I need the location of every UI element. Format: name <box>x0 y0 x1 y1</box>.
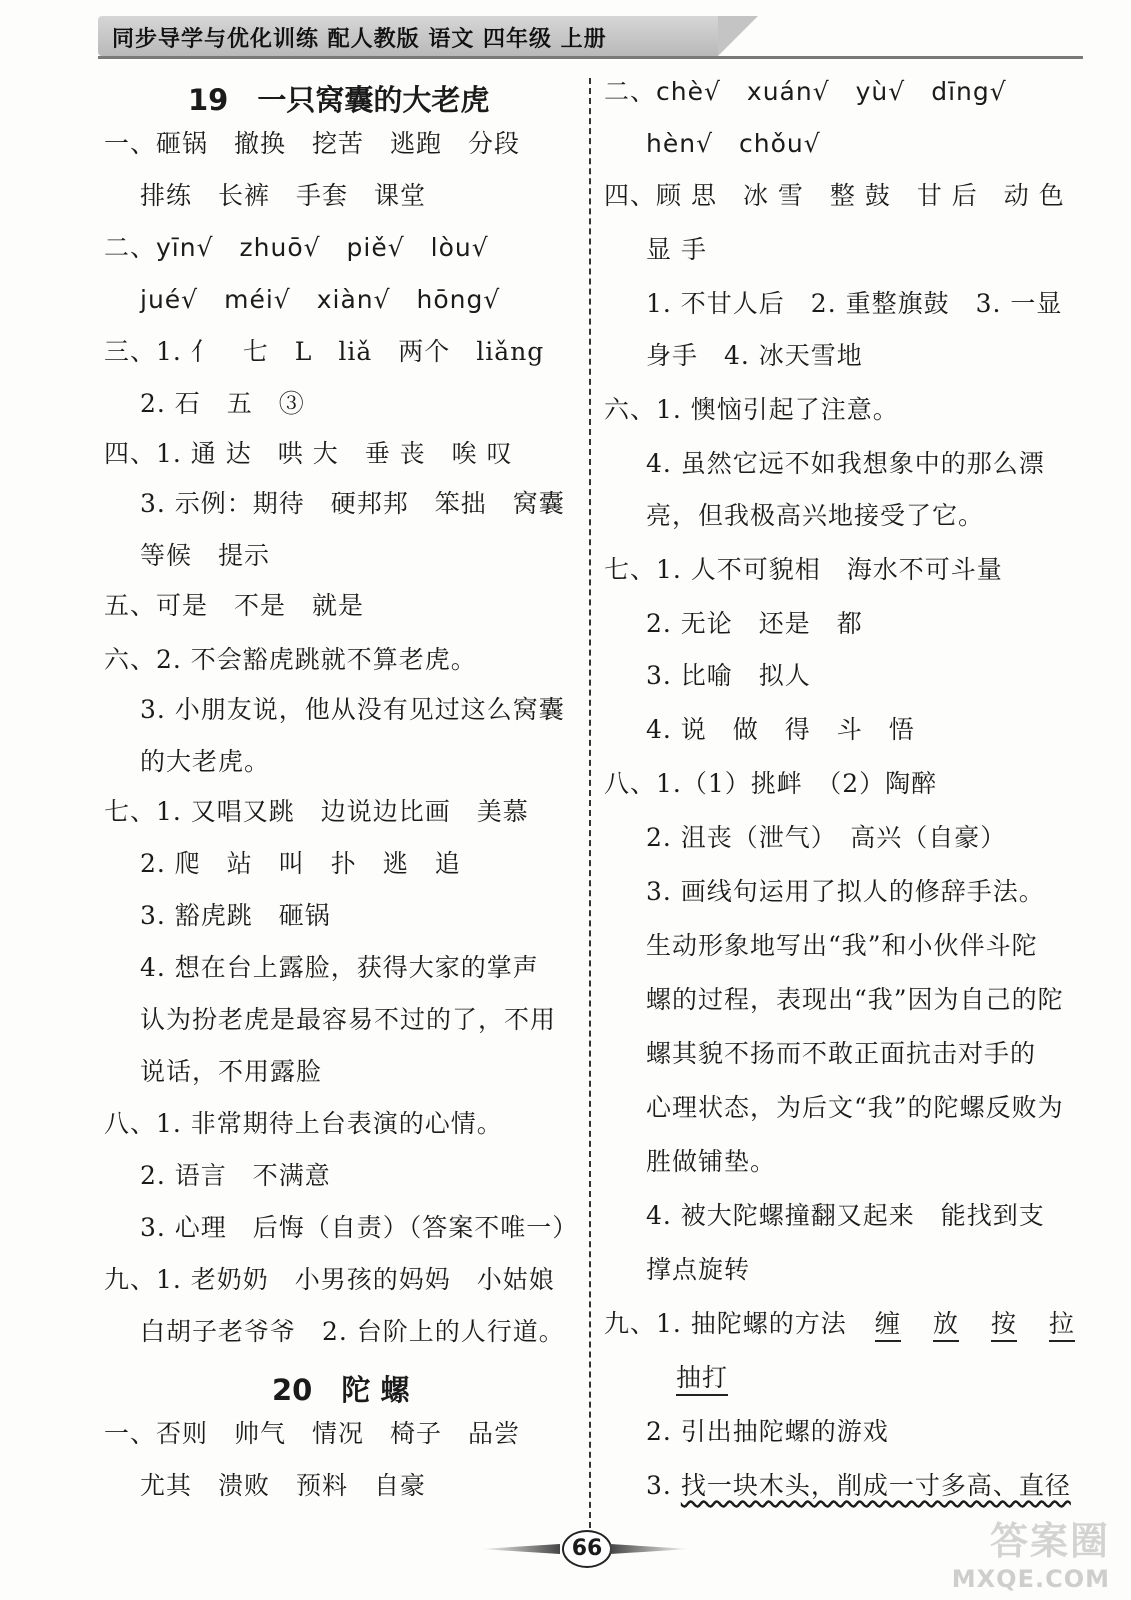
answer-line: 二、yīn√ zhuō√ piě√ lòu√ <box>104 233 489 262</box>
answer-line: 4. 被大陀螺撞翻又起来 能找到支 <box>646 1201 1045 1230</box>
answer-line: 说话，不用露脸 <box>140 1057 323 1086</box>
answer-line <box>604 1308 1075 1340</box>
lesson-20-title: 20 陀 螺 <box>272 1373 410 1407</box>
answer-line: 3. 小朋友说，他从没有见过这么窝囊 <box>140 695 565 724</box>
answer-line: 2. 石 五 ③ <box>140 389 305 418</box>
answer-line: 胜做铺垫。 <box>646 1147 777 1176</box>
answer-text: 3. <box>646 1471 681 1500</box>
underlined-word: 拉 <box>1049 1309 1075 1342</box>
answer-line: 五、可是 不是 就是 <box>104 591 365 620</box>
answer-line: 4. 说 做 得 斗 悟 <box>646 715 915 744</box>
answer-line: 2. 语言 不满意 <box>140 1161 331 1190</box>
page-footer <box>480 1530 690 1570</box>
book-title: 同步导学与优化训练 配人教版 语文 四年级 上册 <box>112 26 607 52</box>
footer-wing-right <box>610 1544 690 1554</box>
answer-line: 身手 4. 冰天雪地 <box>646 341 863 370</box>
underlined-word: 按 <box>991 1309 1017 1342</box>
answer-line: 六、1. 懊恼引起了注意。 <box>604 395 899 424</box>
answer-line: 二、chè√ xuán√ yù√ dīng√ <box>604 77 1007 106</box>
answer-line: 3. 心理 后悔（自责）（答案不唯一） <box>140 1213 579 1242</box>
answer-line: 2. 引出抽陀螺的游戏 <box>646 1417 889 1446</box>
answer-line: 尤其 溃败 预料 自豪 <box>140 1471 427 1500</box>
answer-line: 2. 爬 站 叫 扑 逃 追 <box>140 849 461 878</box>
answer-line: 2. 沮丧（泄气） 高兴（自豪） <box>646 823 1007 852</box>
answer-line: 螺其貌不扬而不敢正面抗击对手的 <box>646 1039 1037 1068</box>
page-header <box>0 0 1131 64</box>
watermark-logo-text: 答案圈 <box>989 1519 1110 1563</box>
answer-line: 七、1. 又唱又跳 边说边比画 美慕 <box>104 797 529 826</box>
lesson-19-title: 19 一只窝囊的大老虎 <box>188 83 490 117</box>
page-number: 66 <box>562 1530 612 1568</box>
answer-line: 心理状态，为后文“我”的陀螺反败为 <box>646 1093 1064 1122</box>
answer-line: 2. 无论 还是 都 <box>646 609 863 638</box>
column-divider <box>589 78 591 1538</box>
underlined-word: 放 <box>933 1309 959 1342</box>
answer-line: 3. 比喻 拟人 <box>646 661 811 690</box>
answer-text: 九、1. 抽陀螺的方法 <box>604 1309 847 1338</box>
answer-line: 九、1. 老奶奶 小男孩的妈妈 小姑娘 <box>104 1265 555 1294</box>
underlined-word: 抽打 <box>676 1363 728 1396</box>
answer-line: 白胡子老爷爷 2. 台阶上的人行道。 <box>140 1317 565 1346</box>
answer-line: 三、1. 亻 七 L liǎ 两个 liǎng <box>104 337 545 366</box>
answer-line: 4. 想在台上露脸，获得大家的掌声 <box>140 953 539 982</box>
answer-line: 4. 虽然它远不如我想象中的那么漂 <box>646 449 1045 478</box>
answer-line: 等候 提示 <box>140 541 271 570</box>
answer-line: 亮，但我极高兴地接受了它。 <box>646 501 985 530</box>
answer-line: 螺的过程，表现出“我”因为自己的陀 <box>646 985 1064 1014</box>
header-rule <box>98 56 1083 59</box>
answer-line: 一、砸锅 撤换 挖苦 逃跑 分段 <box>104 129 521 158</box>
footer-wing-left <box>480 1544 560 1554</box>
answer-line: hèn√ chǒu√ <box>646 129 821 158</box>
answer-line: 四、顾 思 冰 雪 整 鼓 甘 后 动 色 <box>604 181 1065 210</box>
answer-line: 显 手 <box>646 235 707 264</box>
underlined-word: 缠 <box>875 1309 901 1342</box>
answer-line: 生动形象地写出“我”和小伙伴斗陀 <box>646 931 1038 960</box>
answer-line: 撑点旋转 <box>646 1255 751 1284</box>
answer-line: 排练 长裤 手套 课堂 <box>140 181 427 210</box>
answer-line: 一、否则 帅气 情况 椅子 品尝 <box>104 1419 521 1448</box>
answer-line: 八、1.（1）挑衅 （2）陶醉 <box>604 769 938 798</box>
answer-line: 3. 画线句运用了拟人的修辞手法。 <box>646 877 1045 906</box>
answer-line <box>676 1362 728 1394</box>
answer-line <box>646 1470 1071 1502</box>
answer-line: 认为扮老虎是最容易不过的了，不用 <box>140 1005 557 1034</box>
answer-line: 3. 豁虎跳 砸锅 <box>140 901 331 930</box>
answer-line: 六、2. 不会豁虎跳就不算老虎。 <box>104 645 477 674</box>
answer-line: 八、1. 非常期待上台表演的心情。 <box>104 1109 503 1138</box>
site-watermark <box>880 1510 1110 1593</box>
answer-line: 七、1. 人不可貌相 海水不可斗量 <box>604 555 1003 584</box>
answer-line: 的大老虎。 <box>140 747 271 776</box>
answer-line: 1. 不甘人后 2. 重整旗鼓 3. 一显 <box>646 289 1063 318</box>
answer-line: 四、1. 通 达 哄 大 垂 丧 唉 叹 <box>104 439 513 468</box>
answer-line: 3. 示例：期待 硬邦邦 笨拙 窝囊 <box>140 489 565 518</box>
watermark-url: MXQE.COM <box>951 1565 1110 1593</box>
answer-line: jué√ méi√ xiàn√ hōng√ <box>140 285 501 314</box>
wavy-underlined-text: 找一块木头，削成一寸多高、直径 <box>680 1471 1071 1500</box>
